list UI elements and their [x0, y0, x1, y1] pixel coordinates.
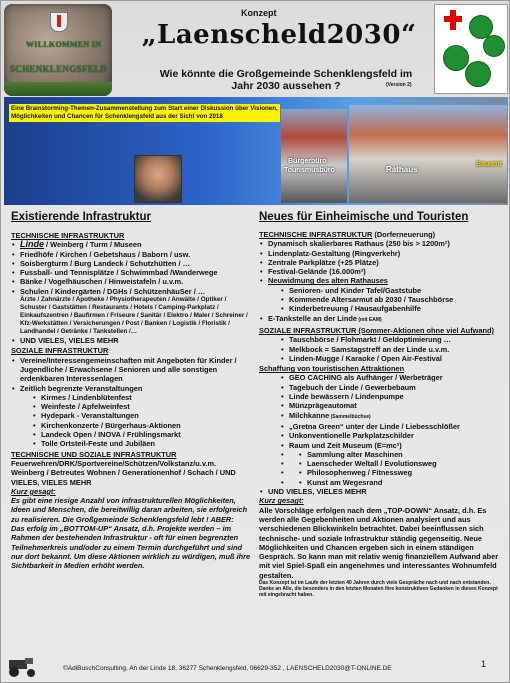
museum-item-text: Laenscheder Weltall / Evolutionsweg	[307, 459, 437, 469]
museum-item: • • Laenscheder Weltall / Evolutionsweg	[259, 459, 505, 468]
museum-item-text: Sammlung alter Maschinen	[307, 449, 403, 459]
right-sec-tech	[259, 230, 505, 239]
right-sec-tech-sub: (Dorferneuerung)	[372, 230, 436, 239]
welcome-stone-image	[4, 4, 112, 96]
crest-cross-bar	[444, 16, 462, 22]
list-item: • Lindenplatz-Gestaltung (Ringverkehr)	[259, 249, 505, 258]
list-item: • Zentrale Parkplätze (+25 Plätze)	[259, 258, 505, 267]
left-column	[11, 230, 251, 571]
left-sec-tech: TECHNISCHE INFRASTRUKTUR	[11, 231, 125, 240]
museum-item-text: Philosophenweg / Fitnessweg	[307, 468, 413, 478]
list-item-note: (mit EAM)	[356, 316, 382, 323]
label-bauamt: Bauamt	[476, 161, 502, 168]
museum-item: • • Philosophenweg / Fitnessweg	[259, 468, 505, 477]
konzept-label: Konzept	[241, 8, 277, 18]
sub-item	[259, 411, 505, 422]
list-item: • Soisbergturm / Burg Landeck / Schutzhütten / …	[11, 259, 251, 268]
grass-decoration	[4, 82, 112, 96]
list-item-text: / Weinberg / Turm / Museen	[44, 240, 142, 250]
stone-line-2: SCHENKLENGSFELD	[10, 64, 108, 74]
acknowledgement-note: Das Konzept ist im Laufe der letzten 40 Jahren durch viele Gespräche nach und nach entstanden. Danke an Alle, die besonders in den letzten Monaten ihre konstruktiven Gedanken in dieses Konzept mit eingebracht haben.	[259, 579, 498, 598]
list-item: • Fussball- und Tennisplätze / Schwimmbad /Wanderwege	[11, 268, 251, 277]
museum-item: • • Sammlung alter Maschinen	[259, 450, 505, 459]
right-summary-text: Alle Vorschläge erfolgen nach dem „TOP-DOWN“ Ansatz, d.h. Es werden alle Gegebenheiten und Aktionen analysiert und aus verschiedenen Blickwinkeln betrachtet. Dabei beeinflussen sich technische- und soziale Infrastruktur ständig gegenseitig. Neue Möglichkeiten und Chancen ergeben sich in einem ständigen Gespräch. So kann man mit relativ wenig finanziellem Aufwand aber mit viel Spiel-Spaß ein angenehmes und interessantes Wohnumfeld gestalten.	[259, 505, 499, 580]
buergerbuero-photo	[281, 109, 347, 203]
sub-item: • Linden-Mugge / Karaoke / Open Air-Festival	[259, 354, 505, 363]
coat-of-arms-icon	[50, 12, 68, 32]
list-item: • Friedhöfe / Kirchen / Gebetshaus / Baborn / usw.	[11, 250, 251, 259]
right-heading: Neues für Einheimische und Touristen	[259, 211, 469, 223]
museum-item: • • Kunst am Wegesrand	[259, 478, 505, 487]
list-item: • UND VIELES, VIELES MEHR	[259, 487, 505, 496]
event-item: • Tolle Ortsteil-Feste und Jubiläen	[11, 439, 251, 448]
label-buergerbuero: Bürgerbüro	[288, 158, 327, 165]
footer-contact: ©AdiBuschConsulting, An der Linde 18, 36277 Schenklengsfeld, 06629-352 , LAENSCHELD2030@T-ONLINE.DE	[63, 665, 392, 672]
event-item: • Landeck Open / INOVA / Frühlingsmarkt	[11, 430, 251, 439]
list-item: • Vereine/Interessengemeinschaften mit Angeboten für Kinder / Jugendliche / Erwachsene / Senioren und alle sonstigen erdenkbaren Interessenlagen	[11, 356, 251, 384]
page-subtitle: Wie könnte die Großgemeinde Schenklengsfeld im Jahr 2030 aussehen ?	[159, 68, 413, 92]
sub-item-text: Milchkanne	[289, 410, 330, 420]
left-summary-text: Es gibt eine riesige Anzahl von infrastrukturellen Möglichkeiten, Ideen und Menschen, die bereitwillig daran arbeiten, sie erfolgreich zu realisieren. Die Großgemeinde Schenklengsfeld lebt ! ABER:	[11, 496, 248, 524]
event-item: • Kirmes / Lindenblütenfest	[11, 393, 251, 402]
label-rathaus: Rathaus	[386, 165, 418, 174]
sub-item-note: (Sammelbüchse)	[329, 413, 371, 420]
list-item-text: E-Tankstelle an der Linde	[268, 313, 357, 323]
linde-link: Linde	[20, 239, 44, 250]
event-item: • Weinfeste / Apfelweinfest	[11, 402, 251, 411]
combined-text: Feuerwehren/DRK/Sportvereine/Schützen/Volkstanz/u.v.m. Weinberg / Betreutes Wohnen / Generationenhof / Schach / UND VIELES, VIELES MEHR	[11, 458, 236, 487]
municipal-crest-icon	[434, 4, 508, 94]
page-number: 1	[481, 659, 487, 669]
tractor-icon	[5, 656, 39, 678]
list-item: • Dynamisch skalierbares Rathaus (250 bis > 1200m²)	[259, 239, 505, 248]
rathaus-photo	[349, 105, 507, 203]
sub-item: • Tauschbörse / Flohmarkt / Geldoptimierung …	[259, 335, 505, 344]
right-sec-social: SOZIALE INFRASTRUKTUR (Sommer-Aktionen ohne viel Aufwand)	[259, 325, 494, 335]
banner-intro-text: Eine Brainstorming-Themen-Zusammenstellung zum Start einer Diskussion über Visionen, Möglichkeiten und Chancen für Schenklengsfeld aus der Sicht von 2018	[9, 104, 280, 122]
sub-item: • Melkbock = Samstagstreff an der Linde u.v.m.	[259, 345, 505, 354]
list-item: • Zeitlich begrenzte Veranstaltungen	[11, 384, 251, 393]
sub-item: • Raum und Zeit Museum (E=mc²)	[259, 441, 505, 450]
crest-leaf	[443, 45, 469, 71]
business-list: Ärzte / Zahnärzte / Apotheke / Physiotherapeuten / Anwälte / Optiker / Schuster / Gaststätten / Restaurants / Hotels / Camping-Parkplatz / Einkaufszentren / Baufirmen / Friseure / Sanitär / Elektro / Maler / Schreiner / Kfz-Werkstätten / Versicherungen / Post / Banken / Logistik / Floristik / Landhandel / Getränke / Tankstellen /…	[20, 296, 248, 336]
right-summary-heading: Kurz gesagt:	[259, 496, 304, 506]
event-item: • Kirchenkonzerte / Bürgerhaus-Aktionen	[11, 421, 251, 430]
list-item: • UND VIELES, VIELES MEHR	[11, 336, 251, 345]
left-heading: Existierende Infrastruktur	[11, 211, 151, 223]
sub-item: • Münzprägeautomat	[259, 401, 505, 410]
author-portrait-image	[134, 155, 182, 203]
sub-item: • Senioren- und Kinder Tafel/Gaststube	[259, 286, 505, 295]
list-item	[11, 240, 251, 249]
sub-item: • Tagebuch der Linde / Gewerbebaum	[259, 383, 505, 392]
page-title: „Laenscheld2030“	[141, 20, 417, 50]
crest-leaf	[465, 61, 491, 87]
crest-leaf	[483, 35, 505, 57]
version-label: (Version 2)	[386, 82, 412, 88]
list-item	[259, 314, 505, 325]
sub-item: • Kinderbetreuung / Hausaufgabenhilfe	[259, 304, 505, 313]
stone-line-1: WILLKOMMEN IN	[26, 40, 102, 49]
sub-item: • Linde bewässern / Lindenpumpe	[259, 392, 505, 401]
list-item: • Neuwidmung des alten Rathauses	[259, 276, 505, 285]
sub-item: • Unkonventionelle Parkplatzschilder	[259, 431, 505, 440]
list-item: • Festival-Gelände (16.000m²)	[259, 267, 505, 276]
label-tourismus: Tourismusbüro	[284, 167, 335, 174]
left-summary-heading: Kurz gesagt:	[11, 486, 56, 496]
event-item: • Hydepark - Veranstaltungen	[11, 411, 251, 420]
right-sec-tech-title: TECHNISCHE INFRASTRUKTUR	[259, 230, 373, 239]
right-sec-tourism: Schaffung von touristischen Attraktionen	[259, 364, 405, 374]
sub-item: • Kommende Altersarmut ab 2030 / Tauschbörse	[259, 295, 505, 304]
left-sec-combined: TECHNISCHE UND SOZIALE INFRASTRUKTUR	[11, 449, 177, 459]
bottom-up-text: Das erfolg im „BOTTOM-UP“ Ansatz, d.h. Projekte werden – im Rahmen der bestehenden Infrastruktur - oft für einen begrenzten Teilnehmerkreis und/oder zu einem Termin durchgeführt und sind nur dort bekannt. Um diese Aktionen wirklich zu würdigen, muß ihre Sichtbarkeit in Medien erhöht werden.	[11, 524, 251, 571]
sub-item: • GEO CACHING als Aufhänger / Werbeträger	[259, 373, 505, 382]
list-item: • Bänke / Vogelhäuschen / Hinweistafeln / u.v.m.	[11, 277, 251, 286]
list-item: • Schulen / Kindergärten / DGHs / SchützenhäuSer / …	[11, 287, 251, 296]
sub-item: • „Gretna Green“ unter der Linde / Liebesschlößer	[259, 422, 505, 431]
right-column	[259, 230, 505, 598]
museum-item-text: Kunst am Wegesrand	[307, 477, 383, 487]
left-sec-social: SOZIALE INFRASTRUKTUR	[11, 346, 109, 356]
